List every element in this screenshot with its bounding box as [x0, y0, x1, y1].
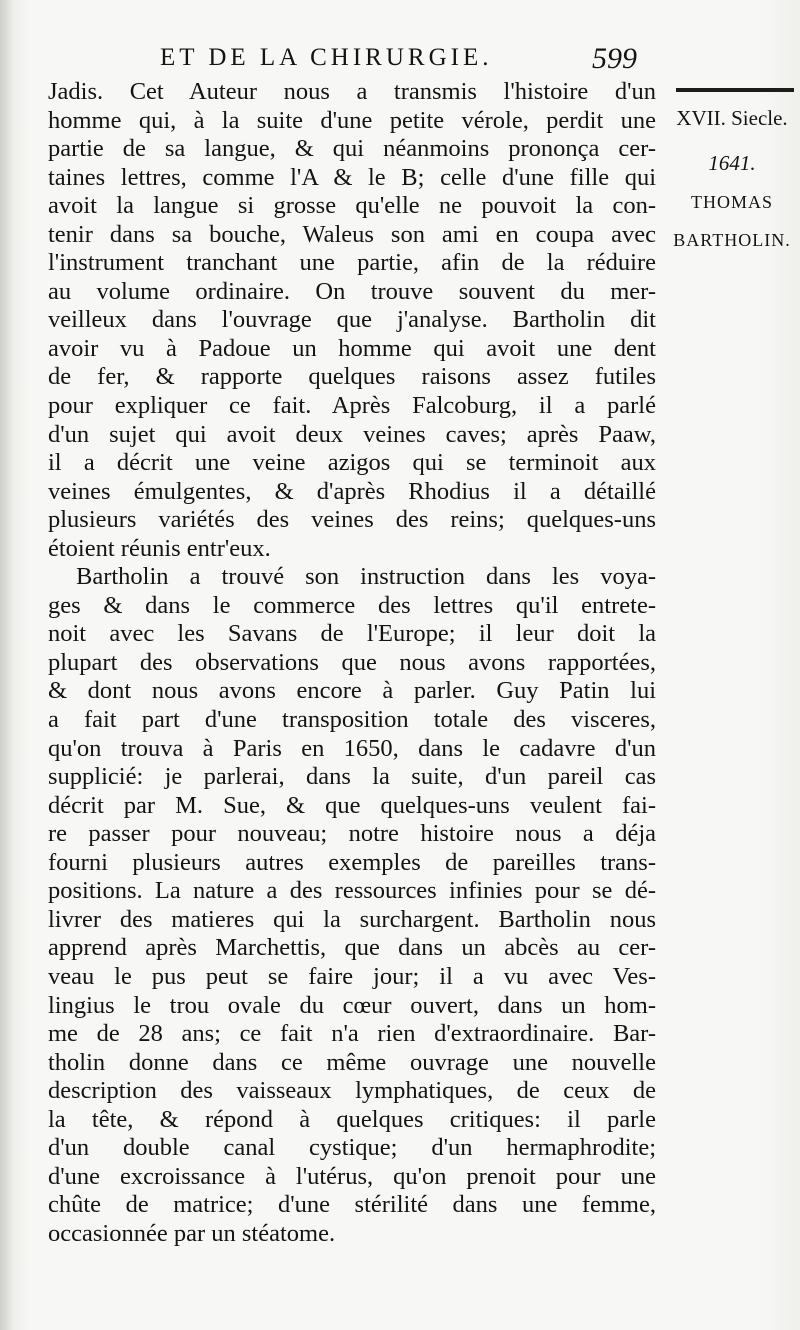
text-line: ges & dans le commerce des lettres qu'il entrete- — [48, 591, 656, 619]
text-line: pour expliquer ce fait. Après Falcoburg, il a parlé — [48, 392, 656, 420]
text-line: positions. La nature a des ressources infinies pour se dé- — [48, 877, 656, 905]
text-line: la tête, & répond à quelques critiques: il parle — [48, 1105, 656, 1133]
text-line: apprend après Marchettis, que dans un abcès au cer- — [48, 934, 656, 962]
margin-notes — [668, 100, 796, 252]
text-line: taines lettres, comme l'A & le B; celle d'une fille qui — [48, 163, 656, 191]
text-line: supplicié: je parlerai, dans la suite, d'un pareil cas — [48, 763, 656, 791]
text-line: avoir vu à Padoue un homme qui avoit une dent — [48, 334, 656, 362]
text-line: Bartholin a trouvé son instruction dans les voya- — [76, 563, 656, 591]
text-line: fourni plusieurs autres exemples de pareilles trans- — [48, 848, 656, 876]
margin-name-first: THOMAS — [690, 192, 773, 212]
text-line: plupart des observations que nous avons rapportées, — [48, 648, 656, 676]
text-line: au volume ordinaire. On trouve souvent du mer- — [48, 277, 656, 305]
text-line: noit avec les Savans de l'Europe; il leur doit la — [48, 620, 656, 648]
margin-century: XVII. Siecle. — [676, 106, 788, 130]
text-line: veines émulgentes, & d'après Rhodius il a détaillé — [48, 477, 656, 505]
text-line: d'une excroissance à l'utérus, qu'on prenoit pour une — [48, 1162, 656, 1190]
text-line: tholin donne dans ce même ouvrage une nouvelle — [48, 1048, 656, 1076]
text-line: tenir dans sa bouche, Waleus son ami en coupa avec — [48, 220, 656, 248]
text-line: chûte de matrice; d'une stérilité dans une femme, — [48, 1191, 656, 1219]
text-line: il a décrit une veine azigos qui se terminoit aux — [48, 449, 656, 477]
margin-rule — [676, 88, 794, 92]
text-line: me de 28 ans; ce fait n'a rien d'extraordinaire. Bar- — [48, 1020, 656, 1048]
text-line: Jadis. Cet Auteur nous a transmis l'histoire d'un — [48, 78, 656, 105]
margin-name-last: BARTHOLIN. — [673, 230, 791, 250]
margin-year: 1641. — [708, 151, 756, 175]
text-line: occasionnée par un stéatome. — [48, 1219, 336, 1247]
text-line: de fer, & rapporte quelques raisons assez futiles — [48, 363, 656, 391]
text-line: re passer pour nouveau; notre histoire nous a déja — [48, 820, 656, 848]
running-title: ET DE LA CHIRURGIE. — [160, 44, 493, 71]
body-text — [48, 78, 656, 1248]
page-number: 599 — [592, 42, 637, 75]
text-line: lingius le trou ovale du cœur ouvert, dans un hom- — [48, 991, 656, 1019]
text-line: qu'on trouva à Paris en 1650, dans le cadavre d'un — [48, 734, 656, 762]
text-line: avoit la langue si grosse qu'elle ne pouvoit la con- — [48, 192, 656, 220]
text-line: plusieurs variétés des veines des reins; quelques-uns — [48, 506, 656, 534]
text-line: & dont nous avons encore à parler. Guy Patin lui — [48, 677, 656, 705]
text-line: a fait part d'une transposition totale des visceres, — [48, 706, 656, 734]
text-line: décrit par M. Sue, & que quelques-uns veulent fai- — [48, 791, 656, 819]
text-line: homme qui, à la suite d'une petite vérole, perdit une — [48, 106, 656, 134]
text-line: l'instrument tranchant une partie, afin de la réduire — [48, 249, 656, 277]
text-line: étoient réunis entr'eux. — [48, 534, 271, 562]
text-line: partie de sa langue, & qui néanmoins prononça cer- — [48, 135, 656, 163]
text-line: d'un double canal cystique; d'un hermaphrodite; — [48, 1134, 656, 1162]
text-line: livrer des matieres qui la surchargent. Bartholin nous — [48, 905, 656, 933]
text-line: description des vaisseaux lymphatiques, de ceux de — [48, 1077, 656, 1105]
text-line: veilleux dans l'ouvrage que j'analyse. Bartholin dit — [48, 306, 656, 334]
text-line: veau le pus peut se faire jour; il a vu avec Ves- — [48, 962, 656, 990]
text-line: d'un sujet qui avoit deux veines caves; après Paaw, — [48, 420, 656, 448]
page-edge-shadow — [0, 0, 14, 1330]
